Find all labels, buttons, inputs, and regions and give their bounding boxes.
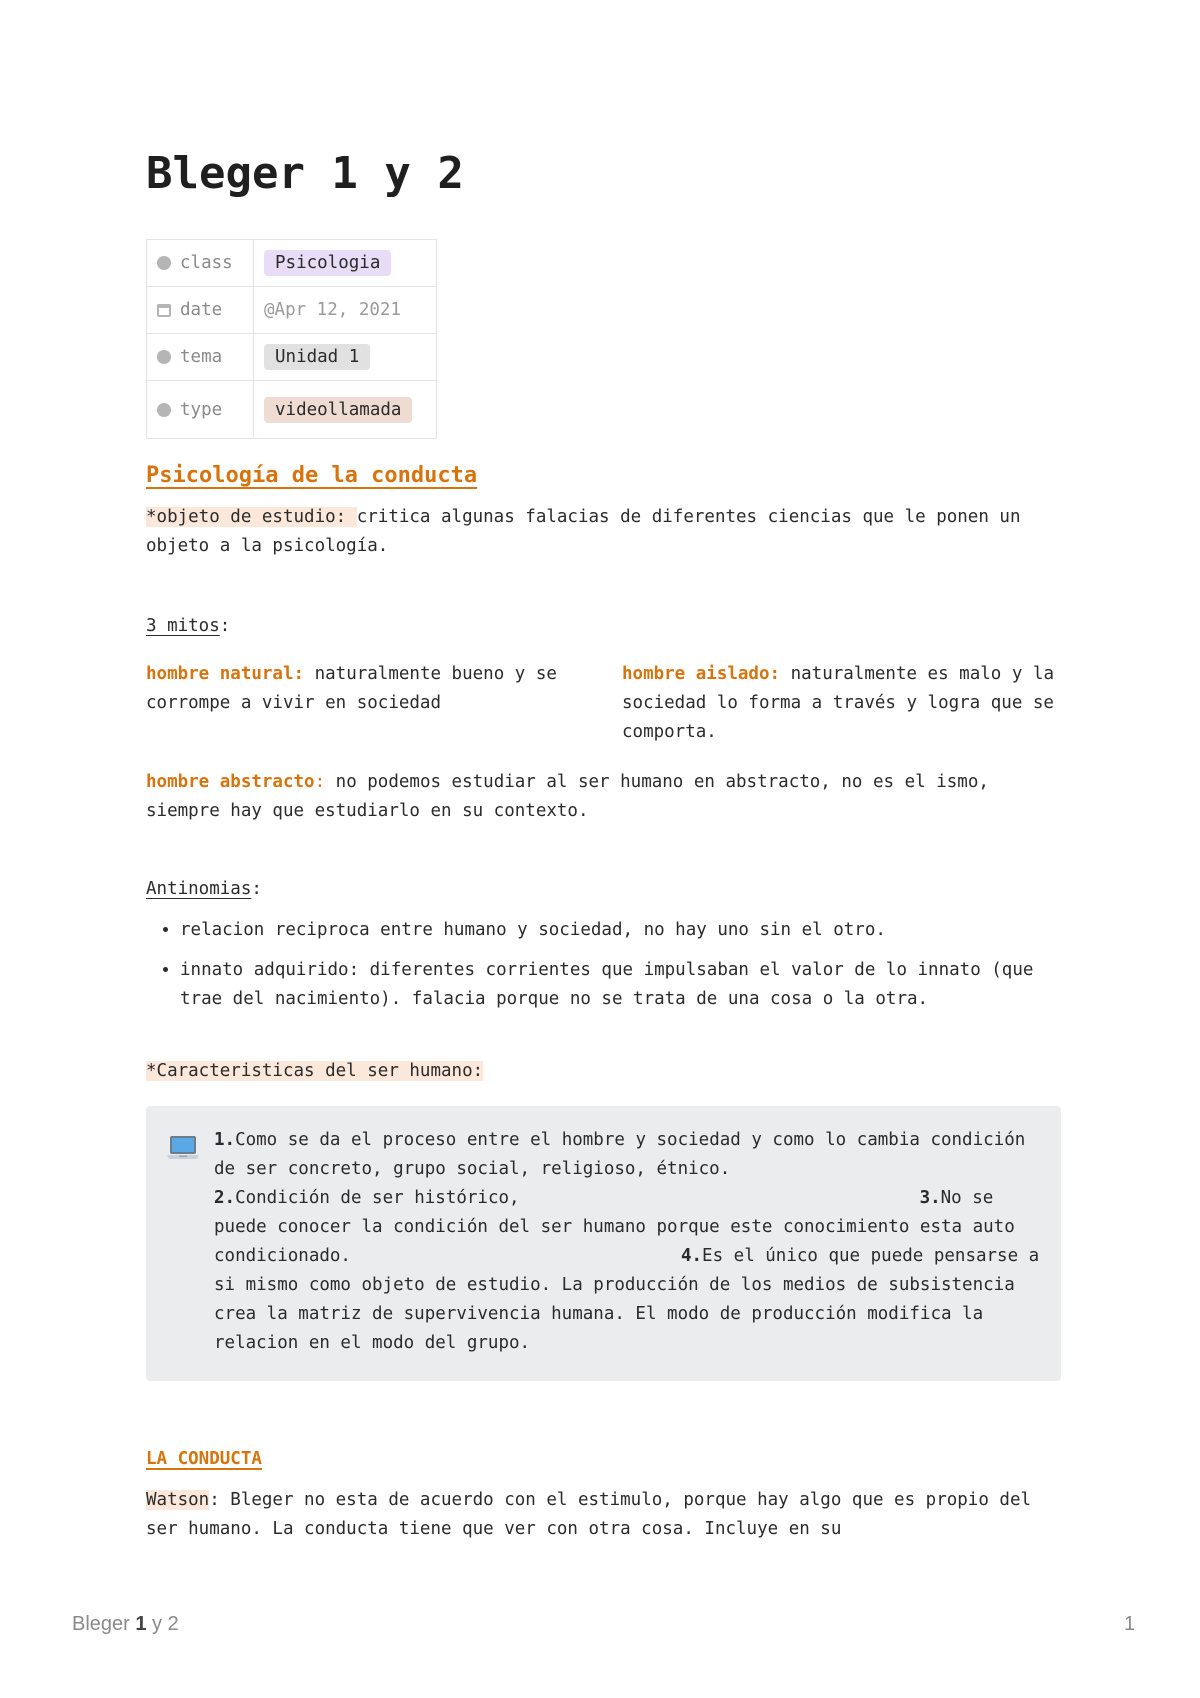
objeto-paragraph: *objeto de estudio: critica algunas falacias de diferentes ciencias que le ponen un objeto a la psicología. (146, 507, 1021, 556)
objeto-label: *objeto de estudio: (146, 507, 357, 527)
property-value[interactable] (254, 334, 437, 381)
property-key: tema (147, 334, 254, 381)
select-property-icon (157, 403, 171, 417)
watson-paragraph: Watson: Bleger no esta de acuerdo con el estimulo, porque hay algo que es propio del ser humano. La conducta tiene que ver con otra cosa. Incluye en su (146, 1490, 1032, 1539)
mito-hombre-natural: hombre natural: naturalmente bueno y se corrompe a vivir en sociedad (146, 664, 557, 713)
property-value[interactable] (254, 381, 437, 439)
date-value[interactable]: @Apr 12, 2021 (264, 300, 401, 320)
antinomias-list-wrap (146, 916, 1061, 1025)
class-tag[interactable]: Psicologia (264, 250, 391, 276)
section-heading-la-conducta: LA CONDUCTA (146, 1449, 262, 1469)
property-value[interactable] (254, 287, 437, 334)
mito-hombre-aislado: hombre aislado: naturalmente es malo y la sociedad lo forma a través y logra que se comporta. (622, 664, 1054, 742)
select-property-icon (157, 256, 171, 270)
laptop-icon (166, 1134, 200, 1162)
antinomias-heading: Antinomias: (146, 879, 262, 899)
tema-tag[interactable]: Unidad 1 (264, 344, 370, 370)
section-heading-psicologia: Psicología de la conducta (146, 463, 478, 488)
caracteristicas-label: *Caracteristicas del ser humano: (146, 1061, 484, 1081)
callout-box (146, 1106, 1061, 1381)
antinomias-list (146, 916, 1061, 1014)
properties-table (146, 239, 437, 439)
property-row-tema (147, 334, 437, 381)
type-tag[interactable]: videollamada (264, 397, 412, 423)
property-row-date (147, 287, 437, 334)
property-key: type (147, 381, 254, 439)
list-item: • relacion reciproca entre humano y sociedad, no hay uno sin el otro. (180, 916, 1061, 945)
page-number: 1 (1124, 1613, 1136, 1635)
property-row-class (147, 240, 437, 287)
property-row-type (147, 381, 437, 439)
property-key: date (147, 287, 254, 334)
property-value[interactable] (254, 240, 437, 287)
select-property-icon (157, 350, 171, 364)
property-key: class (147, 240, 254, 287)
mito-hombre-abstracto: hombre abstracto: no podemos estudiar al ser humano en abstracto, no es el ismo, siempre hay que estudiarlo en su contexto. (146, 772, 989, 821)
calendar-icon (157, 304, 171, 317)
list-item: • innato adquirido: diferentes corrientes que impulsaban el valor de lo innato (que trae del nacimiento). falacia porque no se trata de una cosa o la otra. (180, 956, 1061, 1014)
mitos-heading: 3 mitos: (146, 616, 231, 636)
footer-title: Bleger 1 y 2 (72, 1613, 179, 1635)
page-title: Bleger 1 y 2 (146, 148, 464, 199)
callout-text: 1.Como se da el proceso entre el hombre y sociedad y como lo cambia condición de ser concreto, grupo social, religioso, étnico. 2.Condición de ser histórico, 3.No se puede conocer la condición del ser humano porque este conocimiento esta auto condicionado. 4.Es el único que puede pensarse a si mismo como objeto de estudio. La producción de los medios de subsistencia crea la matriz de supervivencia humana. El modo de producción modifica la relacion en el modo del grupo. (214, 1130, 1040, 1353)
